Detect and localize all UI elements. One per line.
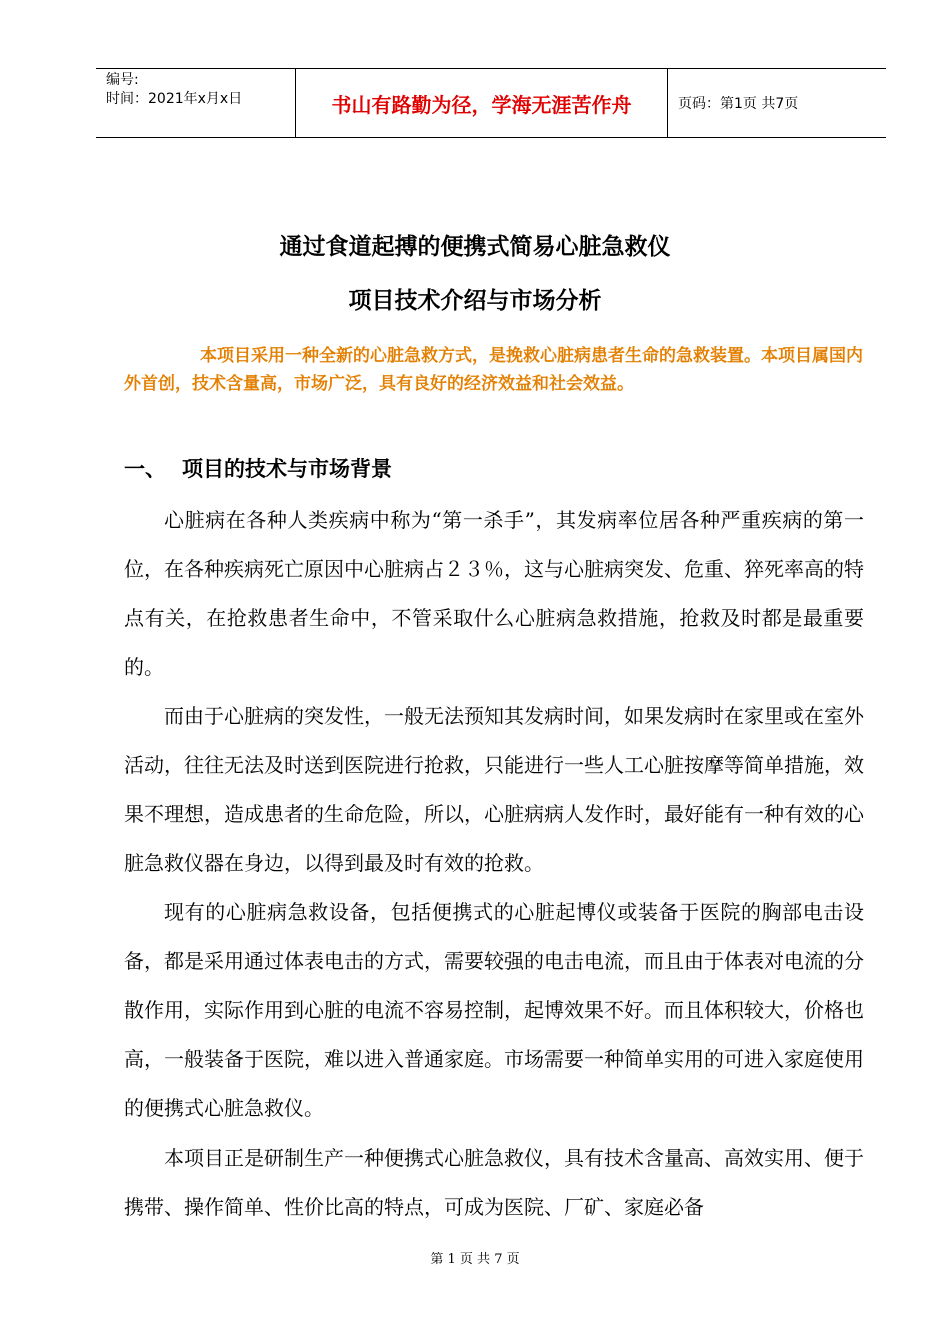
- time-label: 时间：2021年x月x日: [106, 91, 243, 107]
- paragraph: 本项目正是研制生产一种便携式心脏急救仪，具有技术含量高、高效实用、便于携带、操作简单、性价比高的特点，可成为医院、厂矿、家庭必备: [124, 1146, 864, 1219]
- document-title-line1: 通过食道起搏的便携式简易心脏急救仪: [279, 234, 671, 260]
- section-heading: [124, 453, 392, 483]
- page-footer: 第 1 页 共 7 页: [430, 1252, 520, 1267]
- abstract-text: 本项目采用一种全新的心脏急救方式，是挽救心脏病患者生命的急救装置。本项目属国内外首创，技术含量高，市场广泛，具有良好的经济效益和社会效益。: [124, 346, 863, 394]
- page-header: [96, 68, 886, 138]
- number-label: 编号:: [106, 72, 139, 88]
- header-motto: 书山有路勤为径，学海无涯苦作舟: [296, 69, 668, 137]
- document-title-line2: 项目技术介绍与市场分析: [348, 288, 602, 314]
- paragraph: 现有的心脏病急救设备，包括便携式的心脏起博仪或装备于医院的胸部电击设备，都是采用通过体表电击的方式，需要较强的电击电流，而且由于体表对电流的分散作用，实际作用到心脏的电流不容易控制，起博效果不好。而且体积较大，价格也高，一般装备于医院，难以进入普通家庭。市场需要一种简单实用的可进入家庭使用的便携式心脏急救仪。: [124, 900, 864, 1120]
- paragraph: 而由于心脏病的突发性，一般无法预知其发病时间，如果发病时在家里或在室外活动，往往无法及时送到医院进行抢救，只能进行一些人工心脏按摩等简单措施，效果不理想，造成患者的生命危险，所以，心脏病病人发作时，最好能有一种有效的心脏急救仪器在身边，以得到最及时有效的抢救。: [124, 704, 864, 875]
- header-meta: [96, 69, 296, 137]
- section-title: 项目的技术与市场背景: [182, 457, 392, 481]
- paragraph: 心脏病在各种人类疾病中称为“第一杀手”，其发病率位居各种严重疾病的第一位，在各种疾病死亡原因中心脏病占２３％，这与心脏病突发、危重、猝死率高的特点有关，在抢救患者生命中，不管采取什么心脏病急救措施，抢救及时都是最重要的。: [124, 508, 864, 679]
- section-number: 一、: [124, 457, 166, 481]
- abstract: [124, 342, 864, 398]
- header-page-info: 页码：第1页 共7页: [678, 96, 799, 112]
